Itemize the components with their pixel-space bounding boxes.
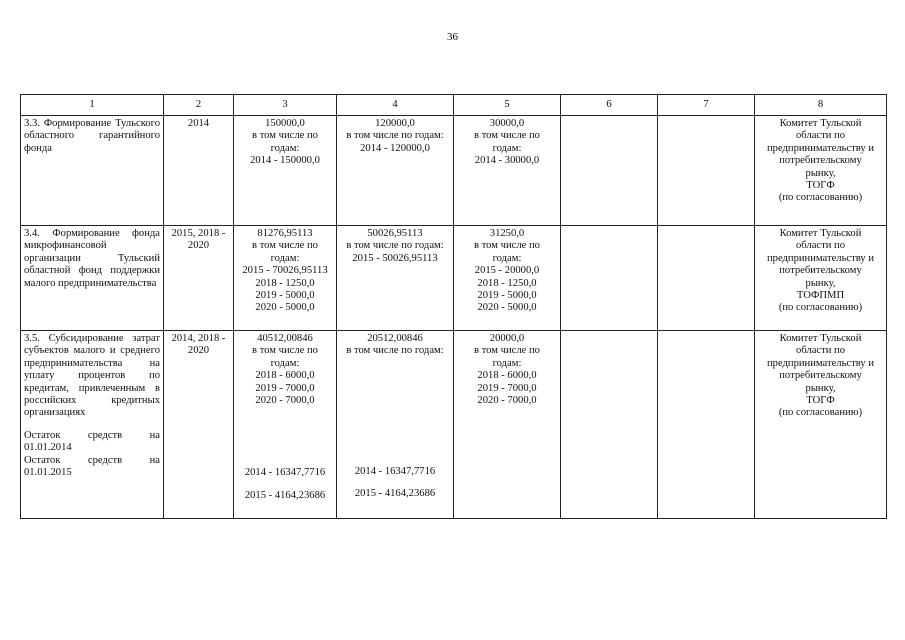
cell-line: 2019 - 5000,0 — [255, 290, 315, 302]
balance-value-2014: 2014 - 16347,7716 — [354, 465, 436, 477]
cell-line: потребительскому — [779, 155, 862, 167]
cell-line: 2019 - 5000,0 — [477, 290, 537, 302]
cell-line: в том числе по — [252, 345, 318, 357]
table-row — [21, 331, 887, 519]
empty-cell — [561, 226, 658, 331]
cell-line: в том числе по годам: — [346, 240, 444, 252]
cell-line: 2019 - 7000,0 — [477, 382, 537, 394]
cell-line: годам: — [492, 252, 522, 264]
cell-line: годам: — [270, 142, 300, 154]
cell-line: Комитет Тульской — [779, 228, 862, 239]
years-cell: 2014, 2018 - 2020 — [164, 331, 234, 519]
cell-line: 20000,0 — [489, 333, 525, 344]
header-cell: 8 — [755, 95, 887, 116]
empty-cell — [658, 331, 755, 519]
years-cell: 2015, 2018 - 2020 — [164, 226, 234, 331]
cell-line: годам: — [492, 357, 522, 369]
program-table — [20, 94, 887, 519]
cell-line: области по — [795, 130, 846, 142]
header-cell: 1 — [21, 95, 164, 116]
empty-cell — [658, 226, 755, 331]
balance-value-2015: 2015 - 4164,23686 — [354, 488, 436, 500]
empty-cell — [561, 116, 658, 226]
cell-line: в том числе по годам: — [346, 345, 444, 357]
balance-value-2014: 2014 - 16347,7716 — [244, 467, 326, 479]
cell-line: годам: — [270, 357, 300, 369]
cell-line: в том числе по — [474, 240, 540, 252]
header-row — [21, 95, 887, 116]
cell-line: 2018 - 1250,0 — [255, 277, 315, 289]
cell-line: 150000,0 — [265, 118, 305, 129]
cell-line: годам: — [492, 142, 522, 154]
cell-line: 2014 - 120000,0 — [360, 142, 430, 154]
cell-line: предпринимательству и — [767, 142, 874, 154]
cell-line: 2019 - 7000,0 — [255, 382, 315, 394]
cell-line: 50026,95113 — [367, 228, 423, 239]
executor-cell — [755, 116, 887, 226]
federal-funding-cell — [454, 116, 561, 226]
empty-cell — [658, 116, 755, 226]
executor-cell — [755, 331, 887, 519]
regional-funding-cell — [337, 226, 454, 331]
cell-line: потребительскому — [779, 265, 862, 277]
header-cell: 5 — [454, 95, 561, 116]
cell-line: 2014 - 30000,0 — [474, 155, 540, 167]
measure-name: 3.3. Формирование Тульского областного гарантийного фонда — [21, 116, 164, 226]
cell-line: рынку, — [805, 277, 836, 289]
cell-line: ТОФПМП — [796, 290, 845, 302]
empty-cell — [561, 331, 658, 519]
cell-line: области по — [795, 345, 846, 357]
balance-value-2015: 2015 - 4164,23686 — [244, 489, 326, 501]
measure-name: 3.5. Субсидирование затрат субъектов малого и среднего предпринимательства на уплату процентов по кредитам, привлеченным в российских кредитных организациях — [24, 333, 160, 419]
cell-line: 2020 - 7000,0 — [477, 395, 537, 407]
cell-line: 40512,00846 — [257, 333, 313, 344]
table-row — [21, 116, 887, 226]
federal-funding-cell — [454, 331, 561, 519]
page-number: 36 — [447, 31, 458, 43]
regional-funding-cell — [337, 331, 454, 519]
total-funding-cell — [234, 331, 337, 519]
executor-cell — [755, 226, 887, 331]
measure-name: 3.4. Формирование фонда микрофинансовой организации Тульский областной фонд поддержки малого предпринимательства — [21, 226, 164, 331]
cell-line: 2015 - 20000,0 — [474, 265, 540, 277]
cell-line: ТОГФ — [806, 180, 835, 192]
cell-line: 2018 - 6000,0 — [477, 370, 537, 382]
cell-line: 31250,0 — [489, 228, 525, 239]
cell-line: в том числе по — [252, 130, 318, 142]
cell-line: 20512,00846 — [367, 333, 423, 344]
balance-label-2015: Остаток средств на 01.01.2015 — [24, 454, 160, 479]
cell-line: в том числе по годам: — [346, 130, 444, 142]
cell-line: предпринимательству и — [767, 252, 874, 264]
cell-line: ТОГФ — [806, 395, 835, 407]
cell-line: годам: — [270, 252, 300, 264]
header-cell: 3 — [234, 95, 337, 116]
cell-line: рынку, — [805, 167, 836, 179]
cell-line: в том числе по — [474, 345, 540, 357]
header-cell: 7 — [658, 95, 755, 116]
federal-funding-cell — [454, 226, 561, 331]
total-funding-cell — [234, 116, 337, 226]
cell-line: в том числе по — [474, 130, 540, 142]
table-row — [21, 226, 887, 331]
cell-line: Комитет Тульской — [779, 118, 862, 129]
cell-line: рынку, — [805, 382, 836, 394]
cell-line: 2014 - 150000,0 — [250, 155, 320, 167]
cell-line: 2018 - 1250,0 — [477, 277, 537, 289]
cell-line: 2015 - 70026,95113 — [242, 265, 328, 277]
cell-line: 120000,0 — [375, 118, 415, 129]
cell-line: предпринимательству и — [767, 357, 874, 369]
header-cell: 4 — [337, 95, 454, 116]
cell-line: 2020 - 5000,0 — [477, 302, 537, 314]
measure-name-cell — [21, 331, 164, 519]
regional-funding-cell — [337, 116, 454, 226]
cell-line: 30000,0 — [489, 118, 525, 129]
cell-line: 2015 - 50026,95113 — [352, 252, 438, 264]
cell-line: 81276,95113 — [257, 228, 313, 239]
header-cell: 6 — [561, 95, 658, 116]
cell-line: потребительскому — [779, 370, 862, 382]
cell-line: (по согласованию) — [778, 302, 863, 314]
balance-label-2014: Остаток средств на 01.01.2014 — [24, 429, 160, 454]
cell-line: (по согласованию) — [778, 407, 863, 419]
cell-line: 2020 - 5000,0 — [255, 302, 315, 314]
total-funding-cell — [234, 226, 337, 331]
cell-line: (по согласованию) — [778, 192, 863, 204]
years-cell: 2014 — [164, 116, 234, 226]
cell-line: области по — [795, 240, 846, 252]
header-cell: 2 — [164, 95, 234, 116]
cell-line: Комитет Тульской — [779, 333, 862, 344]
cell-line: в том числе по — [252, 240, 318, 252]
cell-line: 2018 - 6000,0 — [255, 370, 315, 382]
cell-line: 2020 - 7000,0 — [255, 395, 315, 407]
